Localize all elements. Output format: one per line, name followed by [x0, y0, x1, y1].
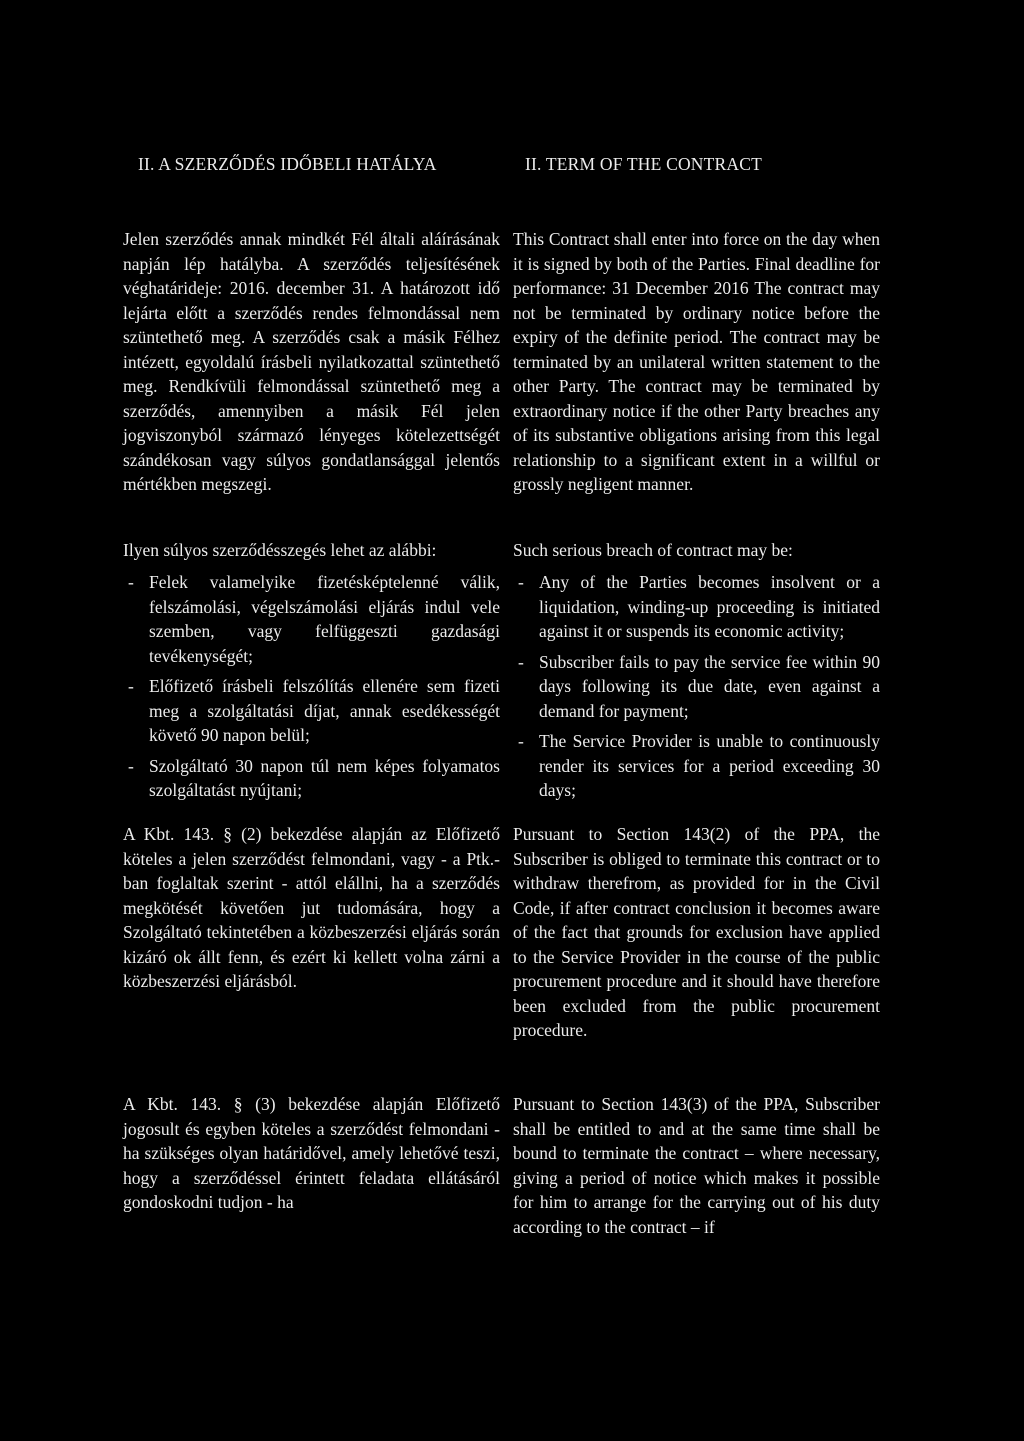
list-item-text: Előfizető írásbeli felszólítás ellenére sem fizeti meg a szolgáltatási díjat, annak esedékességét követő 90 napon belül;	[149, 676, 500, 745]
paragraph-text: Pursuant to Section 143(3) of the PPA, Subscriber shall be entitled to and at the same time shall be bound to terminate the contract – where necessary, giving a period of notice which makes it possible for him to arrange for the carrying out of his duty according to the contract – if	[513, 1094, 880, 1237]
breach-intro-en	[513, 538, 880, 563]
list-item-text: The Service Provider is unable to continuously render its services for a period exceeding 30 days;	[539, 731, 880, 800]
breach-list-hu	[123, 570, 500, 809]
list-dash: -	[518, 731, 524, 751]
list-item-text: Felek valamelyike fizetésképtelenné válik, felszámolási, végelszámolási eljárás indul vele szemben, vagy felfüggeszti gazdasági tevékenységét;	[149, 572, 500, 666]
list-dash: -	[518, 651, 524, 672]
paragraph-text: A Kbt. 143. § (2) bekezdése alapján az Előfizető köteles a jelen szerződést felmondani, vagy - a Ptk.-ban foglaltak szerint - attól elállni, ha a szerződés megkötését követően jut tudomására, hogy a Szolgáltató tekintetében a közbeszerzési eljárás során kizáró ok állt fenn, és ezért ki kellett volna zárni a közbeszerzési eljárásból.	[123, 824, 500, 991]
list-item	[513, 570, 880, 644]
paragraph-ppa-143-2-en	[513, 822, 880, 1043]
list-dash: -	[128, 676, 134, 696]
paragraph-term-hu	[123, 227, 500, 497]
list-dash: -	[518, 572, 524, 592]
list-item	[513, 729, 880, 803]
list-item	[123, 754, 500, 803]
list-item-text: Szolgáltató 30 napon túl nem képes folyamatos szolgáltatást nyújtani;	[149, 755, 500, 800]
breach-list-en	[513, 570, 880, 809]
paragraph-ppa-143-2-hu	[123, 822, 500, 994]
section-heading-hu: II. A SZERZŐDÉS IDŐBELI HATÁLYA	[138, 154, 437, 174]
paragraph-ppa-143-3-hu	[123, 1092, 500, 1215]
paragraph-text: A Kbt. 143. § (3) bekezdése alapján Előfizető jogosult és egyben köteles a szerződést felmondani - ha szükséges olyan határidővel, amely lehetővé teszi, hogy a szerződéssel érintett feladata ellátásáról gondoskodni tudjon - ha	[123, 1094, 500, 1212]
paragraph-ppa-143-3-en	[513, 1092, 880, 1239]
list-item	[123, 570, 500, 668]
paragraph-term-en	[513, 227, 880, 497]
paragraph-text: Such serious breach of contract may be:	[513, 540, 793, 560]
paragraph-text: Jelen szerződés annak mindkét Fél általi aláírásának napján lép hatályba. A szerződés teljesítésének véghatárideje: 2016. december 31. A határozott idő lejárta előtt a szerződés rendes felmondással nem szüntethető meg. A szerződés csak a másik Félhez intézett, egyoldalú írásbeli nyilatkozattal szüntethető meg. Rendkívüli felmondással szüntethető meg a szerződés, amennyiben a másik Fél jelen jogviszonyból származó lényeges kötelezettségét szándékosan vagy súlyos gondatlansággal jelentős mértékben megszegi.	[123, 229, 500, 494]
list-item	[123, 674, 500, 748]
list-item-text: Subscriber fails to pay the service fee within 90 days following its due date, even against a demand for payment;	[539, 651, 880, 721]
list-item-text: Any of the Parties becomes insolvent or a liquidation, winding-up proceeding is initiated against it or suspends its economic activity;	[539, 572, 880, 641]
list-dash: -	[128, 755, 134, 776]
paragraph-text: This Contract shall enter into force on the day when it is signed by both of the Parties. Final deadline for performance: 31 December 2016 The contract may not be terminated by ordinary notice before the expiry of the definite period. The contract may be terminated by an unilateral written statement to the other Party. The contract may be terminated by extraordinary notice if the other Party breaches any of its substantive obligations arising from this legal relationship to a significant extent in a willful or grossly negligent manner.	[513, 229, 880, 494]
paragraph-text: Pursuant to Section 143(2) of the PPA, the Subscriber is obliged to terminate this contract or to withdraw therefrom, as provided for in the Civil Code, if after contract conclusion it becomes aware of the fact that grounds for exclusion have applied to the Service Provider in the course of the public procurement procedure and it should have therefore been excluded from the public procurement procedure.	[513, 824, 880, 1040]
section-heading-en: II. TERM OF THE CONTRACT	[525, 154, 763, 174]
list-item	[513, 650, 880, 724]
paragraph-text: Ilyen súlyos szerződésszegés lehet az alábbi:	[123, 540, 437, 560]
breach-intro-hu	[123, 538, 500, 563]
list-dash: -	[128, 572, 134, 592]
